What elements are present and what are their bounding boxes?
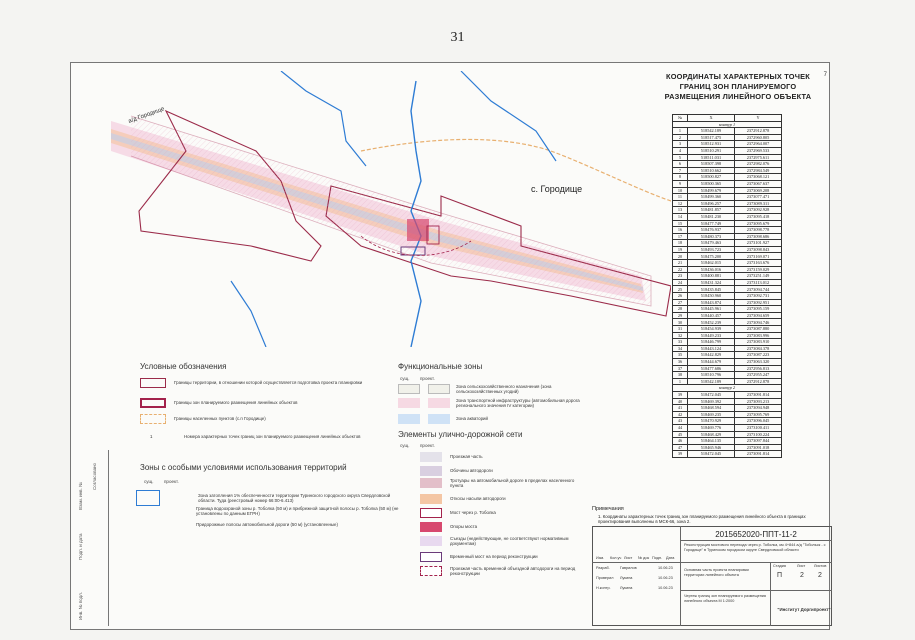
table-row [673, 411, 782, 418]
notes-title: Примечания [592, 506, 624, 512]
point-number: 24 [673, 279, 688, 286]
table-row [673, 194, 782, 201]
x-coordinate: 518512.931 [688, 141, 735, 148]
village-border [361, 139, 671, 201]
y-coordinate: 2373068.121 [735, 174, 782, 181]
y-coordinate: 2373092.951 [735, 299, 782, 306]
legend-item [398, 566, 588, 577]
table-row [673, 451, 782, 458]
table-row [673, 161, 782, 168]
point-number: 12 [673, 200, 688, 207]
stamp-date: 10.06.23 [658, 576, 673, 580]
stamp-role: Разраб. [596, 566, 610, 570]
point-number: 3 [673, 141, 688, 148]
y-coordinate: 2373084.378 [735, 345, 782, 352]
y-coordinate: 2373077.471 [735, 194, 782, 201]
stamp-column-label: № док [638, 556, 650, 560]
point-number: 46 [673, 438, 688, 445]
x-coordinate: 518479.463 [688, 240, 735, 247]
table-row [673, 306, 782, 313]
y-coordinate: 2373100.224 [735, 431, 782, 438]
x-coordinate: 518468.594 [688, 405, 735, 412]
table-row [673, 405, 782, 412]
y-coordinate: 2373113.012 [735, 279, 782, 286]
table-row [673, 147, 782, 154]
table-row [673, 233, 782, 240]
x-coordinate: 518469.235 [688, 411, 735, 418]
coordinates-table [672, 114, 782, 458]
point-number: 38 [673, 372, 688, 379]
legend-item [398, 536, 588, 547]
table-row [673, 260, 782, 267]
legend-item: Границы населенных пунктов (с.п Городище) [140, 414, 400, 424]
x-coordinate: 518465.946 [688, 444, 735, 451]
x-coordinate: 518472.045 [688, 451, 735, 458]
point-number: 20 [673, 253, 688, 260]
legend-item: Зона сельскохозяйственного назначения (зона сельскохозяйственных угодий) [398, 384, 588, 395]
x-coordinate: 518440.457 [688, 312, 735, 319]
page-number: 31 [450, 30, 465, 45]
y-coordinate: 2373063.320 [735, 358, 782, 365]
point-number: 31 [673, 326, 688, 333]
table-row [673, 200, 782, 207]
table-row [673, 312, 782, 319]
table-row [673, 332, 782, 339]
village-swatch [140, 414, 166, 424]
street-swatch [420, 566, 442, 576]
x-coordinate: 518496.257 [688, 200, 735, 207]
y-coordinate: 2373087.223 [735, 352, 782, 359]
y-coordinate: 2373092.731 [735, 293, 782, 300]
x-coordinate: 518472.045 [688, 391, 735, 398]
y-coordinate: 2373093.213 [735, 398, 782, 405]
table-row [673, 240, 782, 247]
village-label: с. Городище [531, 184, 583, 194]
stamp-role: Н.контр. [596, 586, 611, 590]
side-stamp-label: Взам. инв. № [78, 482, 83, 510]
stamp-column-label: Лист [624, 556, 633, 560]
point-number: 15 [673, 220, 688, 227]
legend-label: Опоры моста [450, 524, 478, 530]
col-existing: сущ. [400, 443, 410, 448]
river [281, 71, 366, 166]
y-coordinate: 2372912.878 [735, 128, 782, 135]
y-coordinate: 2373069.208 [735, 187, 782, 194]
legend-label: Временный мост на период реконструкции [450, 554, 538, 560]
legend-item: Границы зон планируемого размещения линейных объектов [140, 398, 400, 408]
drawing-part: Основная часть проекта планировки территории линейного объекта [684, 568, 749, 577]
x-coordinate: 518469.776 [688, 424, 735, 431]
legend-item [398, 508, 588, 518]
street-elements-title: Элементы улично-дорожной сети [398, 430, 523, 439]
street-swatch [420, 466, 442, 476]
legend-label: Мост через р. Тоболка [450, 510, 496, 516]
x-coordinate: 518542.189 [688, 128, 735, 135]
point-number: 35 [673, 352, 688, 359]
y-coordinate: 2373094.746 [735, 319, 782, 326]
table-row [673, 444, 782, 451]
sheet-value: 2 [800, 572, 804, 579]
table-row [673, 438, 782, 445]
sheet-label: Лист [797, 564, 806, 568]
x-coordinate: 518442.829 [688, 352, 735, 359]
y-coordinate: 2373089.311 [735, 200, 782, 207]
x-coordinate: 518443.874 [688, 299, 735, 306]
y-coordinate: 2373159.029 [735, 266, 782, 273]
x-coordinate: 518468.429 [688, 431, 735, 438]
y-coordinate: 2373098.843 [735, 246, 782, 253]
x-coordinate: 518480.373 [688, 233, 735, 240]
point-number: 36 [673, 358, 688, 365]
y-coordinate: 2373092.928 [735, 207, 782, 214]
legend-item [398, 466, 588, 476]
sheets-label: Листов [814, 564, 827, 568]
table-row [673, 207, 782, 214]
point-number: 23 [673, 273, 688, 280]
y-coordinate: 2372984.549 [735, 167, 782, 174]
table-row [673, 345, 782, 352]
table-row [673, 227, 782, 234]
point-number: 39 [673, 451, 688, 458]
table-row [673, 141, 782, 148]
y-coordinate: 2373101.927 [735, 240, 782, 247]
bridge [407, 219, 429, 241]
point-number: 14 [673, 213, 688, 220]
table-row [673, 398, 782, 405]
point-number: 21 [673, 260, 688, 267]
legend-item [398, 478, 588, 489]
street-swatch [420, 552, 442, 562]
x-coordinate: 518476.937 [688, 227, 735, 234]
y-coordinate: 2373251.149 [735, 273, 782, 280]
point-number: 7 [673, 167, 688, 174]
x-coordinate: 518511.031 [688, 154, 735, 161]
y-coordinate: 2372960.805 [735, 134, 782, 141]
table-row [673, 326, 782, 333]
table-row [673, 134, 782, 141]
col-project: проект. [164, 479, 179, 484]
table-row [673, 213, 782, 220]
flood-zone-swatch [136, 490, 160, 506]
y-coordinate: 2373087.880 [735, 326, 782, 333]
stage-value: П [777, 572, 783, 579]
point-number: 41 [673, 405, 688, 412]
y-coordinate: 2373163.676 [735, 260, 782, 267]
plan-map [111, 71, 671, 347]
x-coordinate: 518446.799 [688, 339, 735, 346]
table-row [673, 424, 782, 431]
x-coordinate: 518517.475 [688, 134, 735, 141]
legend-item: 1 Номера характерных точек границ зон планируемого размещения линейных объектов [150, 434, 361, 439]
point-number: 44 [673, 424, 688, 431]
point-number: 6 [673, 161, 688, 168]
river [231, 281, 266, 347]
stamp-column-label: Кол.уч [610, 556, 622, 560]
x-coordinate: 518477.749 [688, 220, 735, 227]
table-row [673, 174, 782, 181]
table-row [673, 273, 782, 280]
point-number: 8 [673, 174, 688, 181]
point-number: 27 [673, 299, 688, 306]
table-row [673, 319, 782, 326]
point-number: 1 [673, 128, 688, 135]
y-coordinate: 2373095.769 [735, 411, 782, 418]
legend-item [398, 494, 588, 504]
y-coordinate: 2373096.045 [735, 418, 782, 425]
stamp-column-label: Изм. [596, 556, 605, 560]
x-coordinate: 518444.679 [688, 358, 735, 365]
stamp-date: 10.06.23 [658, 586, 673, 590]
table-row [673, 187, 782, 194]
y-coordinate: 2372969.533 [735, 147, 782, 154]
y-coordinate: 2373095.418 [735, 213, 782, 220]
sheet-corner-number: 7 [823, 72, 827, 78]
y-coordinate: 2373095.159 [735, 306, 782, 313]
table-row [673, 431, 782, 438]
y-coordinate: 2372955.247 [735, 372, 782, 379]
x-coordinate: 518481.230 [688, 213, 735, 220]
table-row [673, 339, 782, 346]
y-coordinate: 2373094.659 [735, 312, 782, 319]
legend-item: Граница водоохраной зоны р. Тоболка (50 м) и прибрежной защитной полосы р. Тоболка (50 м) (не установлены по данным ЕГРН) [196, 506, 399, 517]
x-coordinate: 518445.961 [688, 306, 735, 313]
legend-item: Зона акваторий [398, 414, 588, 424]
legend-item: Придорожные полосы автомобильной дороги (50 м) (установленные) [196, 522, 338, 527]
point-number: 11 [673, 194, 688, 201]
x-coordinate: 518400.881 [688, 273, 735, 280]
y-coordinate: 2372956.813 [735, 365, 782, 372]
table-header: Y [735, 115, 782, 122]
y-coordinate: 2373098.686 [735, 233, 782, 240]
table-row [673, 220, 782, 227]
x-coordinate: 518477.686 [688, 365, 735, 372]
point-number: 43 [673, 418, 688, 425]
table-header: X [688, 115, 735, 122]
point-number: 32 [673, 332, 688, 339]
table-row [673, 293, 782, 300]
point-number: 40 [673, 398, 688, 405]
side-stamp-label: Согласовано [92, 462, 97, 490]
x-coordinate: 518464.135 [688, 438, 735, 445]
x-coordinate: 518469.392 [688, 398, 735, 405]
project-description: Реконструкция мостового перехода через р. Тоболка, км 4+844 а/д "Тобольск - с Городище" в Туринском городском округе Свердловской области [684, 543, 826, 552]
stamp-date: 10.06.23 [658, 566, 673, 570]
point-number: 5 [673, 154, 688, 161]
col-existing: сущ. [144, 479, 154, 484]
point-number: 30 [673, 319, 688, 326]
x-coordinate: 518510.796 [688, 372, 735, 379]
legend-label: Проезжая часть временной объездной автодороги на период реконструкции [450, 566, 576, 577]
y-coordinate: 2373100.411 [735, 424, 782, 431]
point-number: 28 [673, 306, 688, 313]
stamp-name: Лукина [620, 576, 633, 580]
y-coordinate: 2373094.744 [735, 286, 782, 293]
river [461, 71, 556, 161]
document-code: 2015652020-ППТ-11-2 [715, 530, 797, 539]
table-row [673, 358, 782, 365]
col-project: проект. [420, 443, 435, 448]
side-stamp [72, 450, 109, 626]
x-coordinate: 518500.827 [688, 174, 735, 181]
point-number: 1 [673, 378, 688, 385]
y-coordinate: 2373091.814 [735, 391, 782, 398]
point-number: 42 [673, 411, 688, 418]
table-row [673, 167, 782, 174]
legend-item [398, 522, 588, 532]
coordinates-title: КООРДИНАТЫ ХАРАКТЕРНЫХ ТОЧЕК ГРАНИЦ ЗОН ПЛАНИРУЕМОГО РАЗМЕЩЕНИЯ ЛИНЕЙНОГО ОБЪЕКТА [664, 72, 812, 101]
functional-zones-title: Функциональные зоны [398, 362, 483, 371]
zone-swatch [140, 398, 166, 408]
table-row [673, 279, 782, 286]
x-coordinate: 518510.662 [688, 167, 735, 174]
drawing-title: Чертеж границ зон планируемого размещения линейного объекта М 1:2000 [684, 594, 766, 603]
col-project: проект. [420, 376, 435, 381]
y-coordinate: 2373067.637 [735, 180, 782, 187]
planned-zone-border [131, 116, 651, 306]
x-coordinate: 518462.015 [688, 260, 735, 267]
point-number: 2 [673, 134, 688, 141]
table-row [673, 372, 782, 379]
point-number: 29 [673, 312, 688, 319]
y-coordinate: 2372964.007 [735, 141, 782, 148]
table-row [673, 418, 782, 425]
x-coordinate: 518475.200 [688, 253, 735, 260]
y-coordinate: 2373091.814 [735, 451, 782, 458]
street-swatch [420, 452, 442, 462]
point-number: 10 [673, 187, 688, 194]
legend-item: Зона транспортной инфраструктуры (автомобильная дорога регионального значения IV категории) [398, 398, 588, 409]
point-number: 17 [673, 233, 688, 240]
legend-title: Условные обозначения [140, 362, 227, 371]
stamp-column-label: Дата [666, 556, 675, 560]
street-swatch [420, 536, 442, 546]
table-row [673, 180, 782, 187]
point-number: 26 [673, 293, 688, 300]
legend-item: Границы территории, в отношении которой осуществляется подготовка проекта планировки [140, 378, 400, 388]
legend-label: Съезды (недействующие, не соответствуют нормативным документам) [450, 536, 569, 547]
y-coordinate: 2373169.071 [735, 253, 782, 260]
stamp-column-label: Подп. [652, 556, 663, 560]
y-coordinate: 2373091.018 [735, 444, 782, 451]
side-stamp-label: Инв. № подл. [78, 591, 83, 620]
side-stamp-label: Подп. и дата [78, 533, 83, 560]
x-coordinate: 518493.723 [688, 246, 735, 253]
x-coordinate: 518510.291 [688, 147, 735, 154]
x-coordinate: 518454.939 [688, 326, 735, 333]
point-number: 45 [673, 431, 688, 438]
legend-label: Откосы насыпи автодороги [450, 496, 506, 502]
y-coordinate: 2372982.076 [735, 161, 782, 168]
table-row [673, 246, 782, 253]
legend-item [398, 552, 588, 562]
x-coordinate: 518499.360 [688, 194, 735, 201]
contour-heading: контур 2 [673, 385, 782, 392]
y-coordinate: 2373083.996 [735, 332, 782, 339]
table-row [673, 378, 782, 385]
street-swatch [420, 494, 442, 504]
point-number: 16 [673, 227, 688, 234]
street-swatch [420, 478, 442, 488]
point-number: 33 [673, 339, 688, 346]
y-coordinate: 2372912.878 [735, 378, 782, 385]
stamp-name: Гаврилов [620, 566, 637, 570]
point-number: 25 [673, 286, 688, 293]
point-number: 13 [673, 207, 688, 214]
y-coordinate: 2373094.948 [735, 405, 782, 412]
table-row [673, 299, 782, 306]
table-row [673, 154, 782, 161]
x-coordinate: 518450.960 [688, 293, 735, 300]
point-number: 18 [673, 240, 688, 247]
x-coordinate: 518452.239 [688, 319, 735, 326]
company-name: "Институт Доргипроект" [777, 607, 831, 612]
contour-heading: контур 1 [673, 121, 782, 128]
y-coordinate: 2373098.778 [735, 227, 782, 234]
table-row [673, 352, 782, 359]
street-swatch [420, 522, 442, 532]
point-number: 37 [673, 365, 688, 372]
legend-item [398, 452, 588, 462]
col-existing: сущ. [400, 376, 410, 381]
x-coordinate: 518507.398 [688, 161, 735, 168]
point-number: 22 [673, 266, 688, 273]
x-coordinate: 518449.233 [688, 332, 735, 339]
legend-item: Зона затопления 1% обеспеченности территории Туринского городского округа Свердловской области. Туда (реестровый номер 66:00-6.413) [136, 490, 406, 506]
x-coordinate: 518470.929 [688, 418, 735, 425]
point-number: 34 [673, 345, 688, 352]
x-coordinate: 518435.845 [688, 286, 735, 293]
table-row [673, 391, 782, 398]
notes-text: 1. Координаты характерных точек границ зон планируемого размещения линейного объекта в границах проектирования выполнены в МСК-66, зона 2. [598, 514, 806, 525]
table-row [673, 266, 782, 273]
x-coordinate: 518542.189 [688, 378, 735, 385]
stage-label: Стадия [773, 564, 786, 568]
x-coordinate: 518500.365 [688, 180, 735, 187]
special-zones-title: Зоны с особыми условиями использования территорий [140, 463, 347, 472]
y-coordinate: 2373083.910 [735, 339, 782, 346]
table-row [673, 365, 782, 372]
legend-label: Проезжая часть [450, 454, 483, 460]
point-number: 4 [673, 147, 688, 154]
territory-swatch [140, 378, 166, 388]
x-coordinate: 518431.324 [688, 279, 735, 286]
legend-label: Тротуары на автомобильной дороге в пределах населенного пункта [450, 478, 575, 489]
point-number: 39 [673, 391, 688, 398]
x-coordinate: 518499.679 [688, 187, 735, 194]
table-row [673, 286, 782, 293]
y-coordinate: 2372975.611 [735, 154, 782, 161]
x-coordinate: 518481.857 [688, 207, 735, 214]
point-number: 19 [673, 246, 688, 253]
table-row [673, 128, 782, 135]
y-coordinate: 2373097.844 [735, 438, 782, 445]
point-number: 47 [673, 444, 688, 451]
stamp-role: Проверил [596, 576, 614, 580]
x-coordinate: 518436.016 [688, 266, 735, 273]
road-label: а/д Городище [127, 106, 166, 125]
table-row [673, 253, 782, 260]
sheets-value: 2 [818, 572, 822, 579]
table-header: № [673, 115, 688, 122]
street-swatch [420, 508, 442, 518]
x-coordinate: 518443.124 [688, 345, 735, 352]
y-coordinate: 2373095.679 [735, 220, 782, 227]
legend-label: Обочины автодороги [450, 468, 493, 474]
point-number: 9 [673, 180, 688, 187]
stamp-name: Лукина [620, 586, 633, 590]
